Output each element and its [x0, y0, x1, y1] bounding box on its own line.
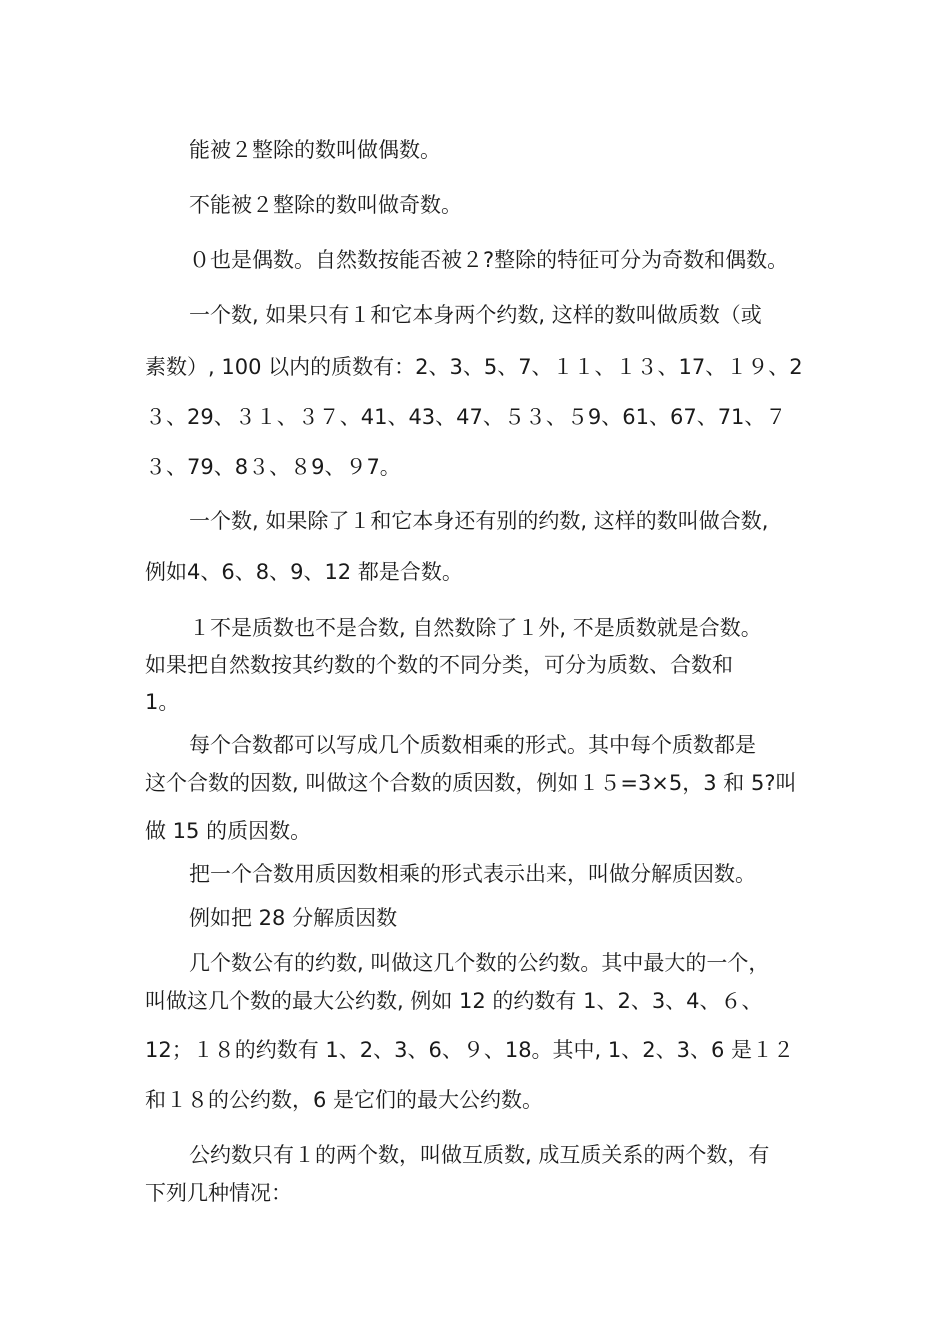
text-line-prime-factor-3: 做 15 的质因数。 [145, 819, 312, 843]
text-line-prime-factor-1: 每个合数都可以写成几个质数相乘的形式。其中每个质数都是 [189, 733, 756, 757]
text-line-common-divisor-3: 12；１８的约数有 1、2、3、6、９、18。其中, 1、2、3、6 是１２ [145, 1038, 795, 1062]
text-line-one-note: １不是质数也不是合数, 自然数除了１外, 不是质数就是合数。 [189, 616, 762, 640]
text-line-odd-definition: 不能被２整除的数叫做奇数。 [189, 193, 462, 217]
text-line-zero-even: ０也是偶数。自然数按能否被２?整除的特征可分为奇数和偶数。 [189, 248, 789, 272]
text-line-common-divisor-2: 叫做这几个数的最大公约数, 例如 12 的约数有 1、2、3、4、６、 [145, 989, 763, 1013]
text-line-even-definition: 能被２整除的数叫做偶数。 [189, 138, 441, 162]
text-line-prime-list-1: ３、29、３１、３７、41、43、47、５３、５9、61、67、71、７ [145, 405, 787, 429]
text-line-classification-2: 1。 [145, 690, 180, 714]
text-line-prime-definition-1: 一个数, 如果只有１和它本身两个约数, 这样的数叫做质数（或 [189, 303, 762, 327]
text-line-prime-definition-2: 素数）, 100 以内的质数有：2、3、5、7、１１、１３、17、１９、2 [145, 355, 803, 379]
text-line-prime-list-2: ３、79、8３、８9、９7。 [145, 455, 401, 479]
text-line-classification-1: 如果把自然数按其约数的个数的不同分类，可分为质数、合数和 [145, 653, 733, 677]
text-line-composite-definition-2: 例如4、6、8、9、12 都是合数。 [145, 560, 463, 584]
text-line-common-divisor-1: 几个数公有的约数, 叫做这几个数的公约数。其中最大的一个， [189, 951, 770, 975]
text-line-coprime-1: 公约数只有１的两个数，叫做互质数, 成互质关系的两个数，有 [189, 1143, 770, 1167]
text-line-coprime-2: 下列几种情况： [145, 1181, 292, 1205]
text-line-common-divisor-4: 和１８的公约数，6 是它们的最大公约数。 [145, 1088, 544, 1112]
text-line-prime-factor-2: 这个合数的因数, 叫做这个合数的质因数，例如１５=3×5，3 和 5?叫 [145, 771, 797, 795]
text-line-factorization: 把一个合数用质因数相乘的形式表示出来，叫做分解质因数。 [189, 862, 756, 886]
text-line-composite-definition-1: 一个数, 如果除了１和它本身还有别的约数, 这样的数叫做合数, [189, 509, 769, 533]
text-line-factorization-example: 例如把 28 分解质因数 [189, 906, 398, 930]
